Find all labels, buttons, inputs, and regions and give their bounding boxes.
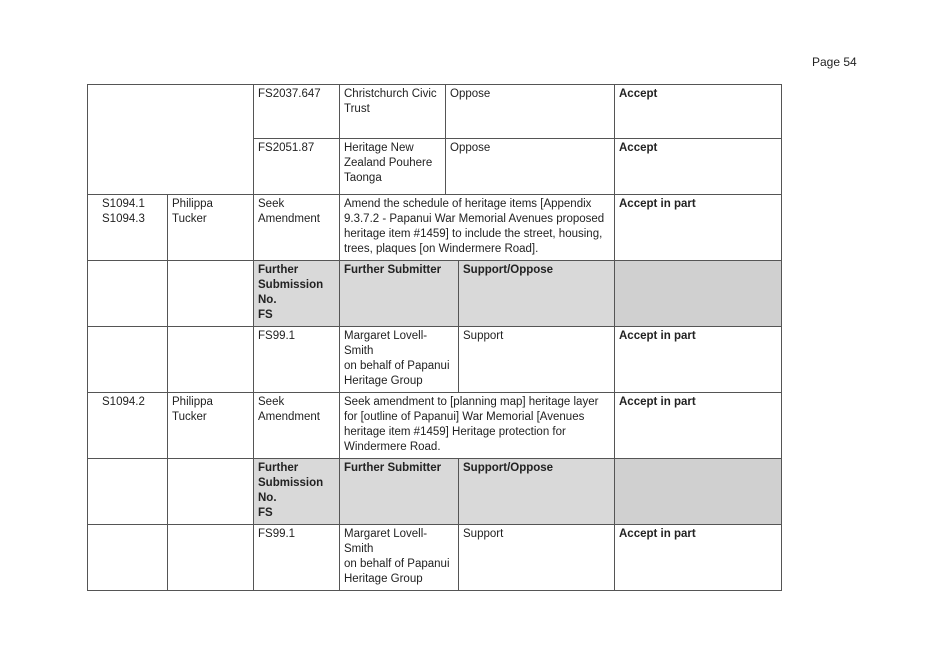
submitter-name: Philippa Tucker <box>168 195 254 261</box>
page-number: Page 54 <box>812 55 857 69</box>
header-fs-number: Further Submission No. FS <box>254 459 340 525</box>
further-submitter: Margaret Lovell-Smith on behalf of Papanui Heritage Group <box>340 327 459 393</box>
fs-number: FS99.1 <box>254 525 340 591</box>
support-oppose: Support <box>459 327 615 393</box>
further-submitter: Margaret Lovell-Smith on behalf of Papanui Heritage Group <box>340 525 459 591</box>
decision: Accept <box>615 139 782 195</box>
fs-number: FS99.1 <box>254 327 340 393</box>
submissions-table <box>87 84 782 591</box>
support-oppose: Oppose <box>446 85 615 139</box>
submission-type: Seek Amendment <box>254 195 340 261</box>
header-support-oppose: Support/Oppose <box>459 459 615 525</box>
empty-cell <box>168 261 254 327</box>
empty-cell <box>88 525 168 591</box>
table-row <box>88 327 782 393</box>
support-oppose: Support <box>459 525 615 591</box>
submission-number: S1094.1 S1094.3 <box>88 195 168 261</box>
submission-text: Seek amendment to [planning map] heritage layer for [outline of Papanui] War Memorial [Avenues heritage item #1459] Heritage protection for Windermere Road. <box>340 393 615 459</box>
table-row <box>88 525 782 591</box>
further-submitter: Heritage New Zealand Pouhere Taonga <box>340 139 446 195</box>
header-empty <box>615 459 782 525</box>
header-further-submitter: Further Submitter <box>340 261 459 327</box>
submission-number: S1094.2 <box>88 393 168 459</box>
decision: Accept <box>615 85 782 139</box>
decision: Accept in part <box>615 195 782 261</box>
table-row <box>88 195 782 261</box>
submission-type: Seek Amendment <box>254 393 340 459</box>
submission-text: Amend the schedule of heritage items [Appendix 9.3.7.2 - Papanui War Memorial Avenues proposed heritage item #1459] to include the street, housing, trees, plaques [on Windermere Road]. <box>340 195 615 261</box>
empty-cell <box>88 85 254 195</box>
submitter-name: Philippa Tucker <box>168 393 254 459</box>
decision: Accept in part <box>615 327 782 393</box>
decision: Accept in part <box>615 393 782 459</box>
further-submitter: Christchurch Civic Trust <box>340 85 446 139</box>
header-empty <box>615 261 782 327</box>
fs-number: FS2051.87 <box>254 139 340 195</box>
table-header-row <box>88 459 782 525</box>
header-fs-number: Further Submission No. FS <box>254 261 340 327</box>
empty-cell <box>88 261 168 327</box>
header-support-oppose: Support/Oppose <box>459 261 615 327</box>
empty-cell <box>168 459 254 525</box>
table-header-row <box>88 261 782 327</box>
empty-cell <box>88 327 168 393</box>
support-oppose: Oppose <box>446 139 615 195</box>
header-further-submitter: Further Submitter <box>340 459 459 525</box>
fs-number: FS2037.647 <box>254 85 340 139</box>
table-row <box>88 393 782 459</box>
empty-cell <box>168 327 254 393</box>
empty-cell <box>88 459 168 525</box>
empty-cell <box>168 525 254 591</box>
decision: Accept in part <box>615 525 782 591</box>
table-row <box>88 85 782 139</box>
